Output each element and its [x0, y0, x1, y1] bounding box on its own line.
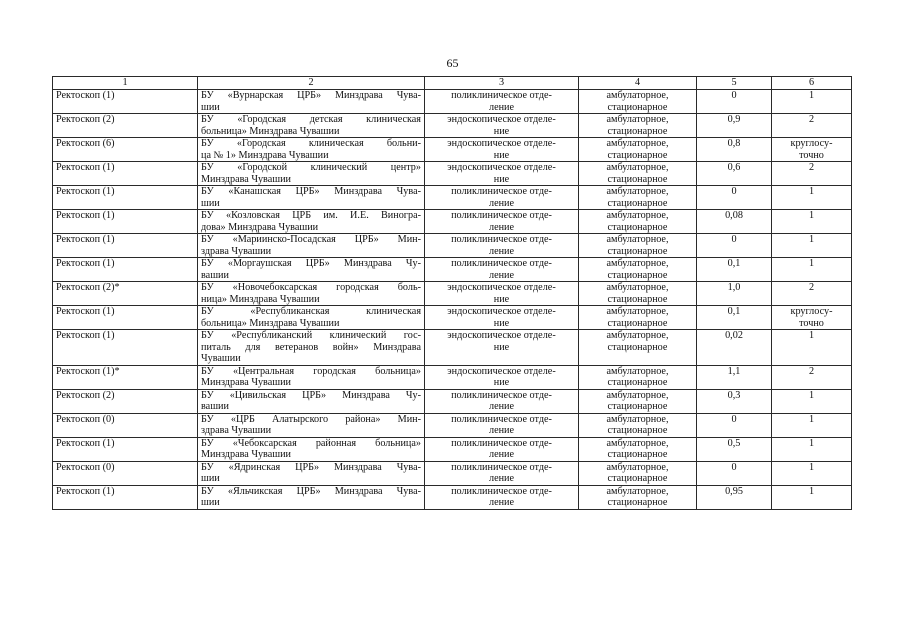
institution-cell [198, 437, 425, 461]
load-value-cell: 1,0 [697, 282, 772, 306]
equipment-cell: Ректоскоп (2) [53, 389, 198, 413]
table-row [53, 485, 852, 509]
care-type-cell-line: стационарное [607, 197, 668, 209]
load-value-cell: 0,08 [697, 210, 772, 234]
care-type-cell [579, 365, 697, 389]
department-cell-line: ние [493, 377, 510, 388]
load-value-cell: 0 [697, 186, 772, 210]
institution-cell [198, 282, 425, 306]
load-value-cell: 0 [697, 90, 772, 114]
institution-cell-line: БУ «Яльчикская ЦРБ» Минздрава Чува- [201, 485, 421, 497]
shift-cell [772, 389, 852, 413]
department-cell [425, 365, 579, 389]
care-type-cell-line: амбулаторное, [606, 138, 669, 149]
care-type-cell-line: стационарное [607, 317, 668, 329]
shift-cell-line: точно [799, 317, 824, 329]
institution-cell-line: БУ «Городской клинический центр» [201, 162, 421, 173]
department-cell [425, 461, 579, 485]
table-row [53, 306, 852, 330]
shift-cell [772, 138, 852, 162]
table-row [53, 186, 852, 210]
equipment-cell: Ректоскоп (1) [53, 162, 198, 186]
institution-cell [198, 389, 425, 413]
institution-cell-line: БУ «Городская детская клиническая [201, 114, 421, 125]
department-cell-line: поликлиническое отде- [451, 389, 552, 401]
department-cell-line: поликлиническое отде- [451, 485, 552, 497]
load-value-cell: 0,95 [697, 485, 772, 509]
care-type-cell-line: амбулаторное, [606, 282, 669, 293]
care-type-cell-line: амбулаторное, [606, 389, 669, 401]
table-row [53, 114, 852, 138]
care-type-cell-line: стационарное [607, 473, 668, 484]
care-type-cell-line: стационарное [607, 101, 668, 113]
institution-cell-line: Чувашии [201, 353, 241, 364]
load-value-cell: 0,5 [697, 437, 772, 461]
equipment-cell: Ректоскоп (1) [53, 258, 198, 282]
load-value-cell: 0,1 [697, 258, 772, 282]
column-number-cell: 5 [697, 77, 772, 90]
institution-cell-line: питаль для ветеранов войн» Минздрава [201, 341, 421, 353]
care-type-cell [579, 162, 697, 186]
table-row [53, 210, 852, 234]
institution-cell-line: Минздрава Чувашии [201, 377, 292, 388]
department-cell-line: поликлиническое отде- [451, 258, 552, 269]
shift-cell-line: 1 [808, 330, 815, 341]
care-type-cell-line: амбулаторное, [606, 306, 669, 317]
department-cell-line: ление [488, 245, 515, 257]
care-type-cell-line: амбулаторное, [606, 461, 669, 473]
care-type-cell-line: амбулаторное, [606, 258, 669, 269]
department-cell [425, 162, 579, 186]
department-cell-line: эндоскопическое отделе- [447, 330, 556, 341]
institution-cell [198, 330, 425, 366]
institution-cell-line: БУ «ЦРБ Алатырского района» Мин- [201, 413, 421, 425]
department-cell-line: ление [488, 473, 515, 484]
load-value-cell: 0,6 [697, 162, 772, 186]
shift-cell-line: точно [799, 149, 824, 161]
care-type-cell-line: стационарное [607, 125, 668, 137]
institution-cell [198, 210, 425, 234]
load-value-cell: 0,02 [697, 330, 772, 366]
shift-cell-line: 2 [808, 282, 815, 293]
care-type-cell-line: стационарное [607, 221, 668, 233]
care-type-cell [579, 210, 697, 234]
institution-cell [198, 162, 425, 186]
care-type-cell-line: стационарное [607, 449, 668, 460]
care-type-cell-line: стационарное [607, 245, 668, 257]
institution-cell-line: больница» Минздрава Чувашии [201, 125, 340, 137]
care-type-cell-line: стационарное [607, 149, 668, 161]
care-type-cell [579, 90, 697, 114]
care-type-cell-line: стационарное [607, 401, 668, 412]
department-cell-line: ние [493, 125, 510, 137]
institution-cell [198, 485, 425, 509]
care-type-cell [579, 138, 697, 162]
department-cell-line: ление [488, 221, 515, 233]
care-type-cell-line: стационарное [607, 425, 668, 436]
institution-cell [198, 234, 425, 258]
equipment-cell: Ректоскоп (0) [53, 413, 198, 437]
care-type-cell-line: амбулаторное, [606, 114, 669, 125]
table-row [53, 330, 852, 366]
care-type-cell [579, 389, 697, 413]
shift-cell-line: 1 [808, 437, 815, 449]
shift-cell-line: 1 [808, 461, 815, 473]
care-type-cell [579, 330, 697, 366]
department-cell-line: ление [488, 497, 515, 508]
department-cell-line: эндоскопическое отделе- [447, 162, 556, 173]
shift-cell [772, 461, 852, 485]
load-value-cell: 0 [697, 461, 772, 485]
column-number-cell: 1 [53, 77, 198, 90]
department-cell-line: эндоскопическое отделе- [447, 282, 556, 293]
institution-cell [198, 306, 425, 330]
care-type-cell-line: амбулаторное, [606, 437, 669, 449]
institution-cell-line: шии [201, 497, 220, 508]
institution-cell-line: вашии [201, 269, 229, 281]
care-type-cell [579, 437, 697, 461]
shift-cell [772, 234, 852, 258]
column-number-cell: 2 [198, 77, 425, 90]
care-type-cell-line: стационарное [607, 377, 668, 388]
shift-cell [772, 258, 852, 282]
table-row [53, 413, 852, 437]
table-row [53, 461, 852, 485]
load-value-cell: 0,3 [697, 389, 772, 413]
institution-cell-line: БУ «Вурнарская ЦРБ» Минздрава Чува- [201, 90, 421, 101]
shift-cell [772, 114, 852, 138]
table-row [53, 234, 852, 258]
institution-cell-line: больница» Минздрава Чувашии [201, 317, 340, 329]
institution-cell-line: здрава Чувашии [201, 245, 272, 257]
equipment-cell: Ректоскоп (1)* [53, 365, 198, 389]
table-row [53, 258, 852, 282]
column-number-row [53, 77, 852, 90]
care-type-cell-line: амбулаторное, [606, 234, 669, 245]
department-cell [425, 389, 579, 413]
care-type-cell-line: амбулаторное, [606, 413, 669, 425]
care-type-cell-line: стационарное [607, 341, 668, 353]
institution-cell [198, 90, 425, 114]
department-cell [425, 234, 579, 258]
department-cell-line: поликлиническое отде- [451, 234, 552, 245]
equipment-cell: Ректоскоп (0) [53, 461, 198, 485]
department-cell [425, 210, 579, 234]
department-cell [425, 485, 579, 509]
care-type-cell [579, 485, 697, 509]
department-cell-line: ление [488, 269, 515, 281]
shift-cell-line: 1 [808, 234, 815, 245]
shift-cell [772, 282, 852, 306]
institution-cell-line: ца № 1» Минздрава Чувашии [201, 149, 329, 161]
department-cell [425, 90, 579, 114]
care-type-cell [579, 282, 697, 306]
shift-cell [772, 210, 852, 234]
institution-cell [198, 461, 425, 485]
institution-cell-line: здрава Чувашии [201, 425, 272, 436]
department-cell [425, 186, 579, 210]
department-cell [425, 138, 579, 162]
department-cell-line: эндоскопическое отделе- [447, 138, 556, 149]
shift-cell-line: 1 [808, 210, 815, 221]
equipment-cell: Ректоскоп (1) [53, 485, 198, 509]
department-cell-line: ление [488, 197, 515, 209]
column-number-cell: 6 [772, 77, 852, 90]
department-cell [425, 114, 579, 138]
equipment-cell: Ректоскоп (1) [53, 234, 198, 258]
care-type-cell-line: стационарное [607, 497, 668, 508]
institution-cell-line: БУ «Республиканская клиническая [201, 306, 421, 317]
care-type-cell-line: стационарное [607, 293, 668, 305]
institution-cell-line: шии [201, 473, 220, 484]
department-cell-line: поликлиническое отде- [451, 461, 552, 473]
department-cell-line: поликлиническое отде- [451, 90, 552, 101]
care-type-cell [579, 234, 697, 258]
institution-cell [198, 138, 425, 162]
care-type-cell [579, 413, 697, 437]
institution-cell-line: дова» Минздрава Чувашии [201, 221, 319, 233]
equipment-cell: Ректоскоп (1) [53, 210, 198, 234]
institution-cell-line: БУ «Республиканский клинический гос- [201, 330, 421, 341]
load-value-cell: 1,1 [697, 365, 772, 389]
care-type-cell [579, 258, 697, 282]
department-cell-line: эндоскопическое отделе- [447, 114, 556, 125]
care-type-cell-line: амбулаторное, [606, 162, 669, 173]
department-cell-line: ние [493, 317, 510, 329]
department-cell [425, 413, 579, 437]
equipment-table [52, 76, 852, 510]
department-cell [425, 330, 579, 366]
table-row [53, 162, 852, 186]
shift-cell [772, 306, 852, 330]
equipment-cell: Ректоскоп (1) [53, 186, 198, 210]
institution-cell-line: БУ «Моргаушская ЦРБ» Минздрава Чу- [201, 258, 421, 269]
institution-cell-line: Минздрава Чувашии [201, 173, 292, 185]
institution-cell-line: Минздрава Чувашии [201, 449, 292, 460]
institution-cell-line: ница» Минздрава Чувашии [201, 293, 320, 305]
load-value-cell: 0,9 [697, 114, 772, 138]
institution-cell-line: БУ «Цивильская ЦРБ» Минздрава Чу- [201, 389, 421, 401]
department-cell [425, 282, 579, 306]
care-type-cell [579, 306, 697, 330]
table-row [53, 389, 852, 413]
institution-cell-line: вашии [201, 401, 229, 412]
care-type-cell [579, 114, 697, 138]
equipment-cell: Ректоскоп (6) [53, 138, 198, 162]
equipment-cell: Ректоскоп (2)* [53, 282, 198, 306]
department-cell-line: ние [493, 293, 510, 305]
table-row [53, 437, 852, 461]
table-row [53, 282, 852, 306]
institution-cell-line: БУ «Центральная городская больница» [201, 365, 421, 377]
institution-cell-line: БУ «Чебоксарская районная больница» [201, 437, 421, 449]
department-cell-line: эндоскопическое отделе- [447, 306, 556, 317]
department-cell-line: ление [488, 449, 515, 460]
department-cell [425, 437, 579, 461]
shift-cell [772, 485, 852, 509]
load-value-cell: 0 [697, 413, 772, 437]
shift-cell [772, 413, 852, 437]
care-type-cell-line: амбулаторное, [606, 186, 669, 197]
equipment-cell: Ректоскоп (1) [53, 90, 198, 114]
department-cell-line: эндоскопическое отделе- [447, 365, 556, 377]
department-cell-line: ление [488, 425, 515, 436]
institution-cell-line: БУ «Козловская ЦРБ им. И.Е. Виногра- [201, 210, 421, 221]
table-body [53, 77, 852, 510]
department-cell-line: поликлиническое отде- [451, 210, 552, 221]
department-cell-line: ление [488, 401, 515, 412]
shift-cell-line: круглосу- [790, 138, 833, 149]
department-cell-line: ние [493, 173, 510, 185]
department-cell-line: ние [493, 341, 510, 353]
shift-cell-line: 1 [808, 186, 815, 197]
care-type-cell-line: амбулаторное, [606, 90, 669, 101]
institution-cell [198, 114, 425, 138]
column-number-cell: 3 [425, 77, 579, 90]
institution-cell [198, 186, 425, 210]
care-type-cell-line: стационарное [607, 269, 668, 281]
department-cell-line: ние [493, 149, 510, 161]
load-value-cell: 0,1 [697, 306, 772, 330]
shift-cell [772, 437, 852, 461]
equipment-cell: Ректоскоп (1) [53, 437, 198, 461]
shift-cell-line: 1 [808, 90, 815, 101]
care-type-cell-line: амбулаторное, [606, 365, 669, 377]
equipment-cell: Ректоскоп (1) [53, 306, 198, 330]
shift-cell-line: 2 [808, 365, 815, 377]
shift-cell-line: круглосу- [790, 306, 833, 317]
shift-cell [772, 330, 852, 366]
institution-cell-line: БУ «Канашская ЦРБ» Минздрава Чува- [201, 186, 421, 197]
department-cell-line: поликлиническое отде- [451, 186, 552, 197]
institution-cell-line: БУ «Ядринская ЦРБ» Минздрава Чува- [201, 461, 421, 473]
shift-cell-line: 1 [808, 389, 815, 401]
institution-cell [198, 413, 425, 437]
care-type-cell-line: амбулаторное, [606, 210, 669, 221]
shift-cell [772, 90, 852, 114]
equipment-cell: Ректоскоп (1) [53, 330, 198, 366]
column-number-cell: 4 [579, 77, 697, 90]
shift-cell-line: 1 [808, 485, 815, 497]
care-type-cell-line: стационарное [607, 173, 668, 185]
equipment-cell: Ректоскоп (2) [53, 114, 198, 138]
shift-cell [772, 365, 852, 389]
shift-cell [772, 162, 852, 186]
institution-cell-line: шии [201, 101, 220, 113]
shift-cell-line: 2 [808, 114, 815, 125]
shift-cell-line: 1 [808, 413, 815, 425]
institution-cell [198, 258, 425, 282]
table-row [53, 138, 852, 162]
load-value-cell: 0 [697, 234, 772, 258]
institution-cell-line: БУ «Новочебоксарская городская боль- [201, 282, 421, 293]
care-type-cell-line: амбулаторное, [606, 330, 669, 341]
load-value-cell: 0,8 [697, 138, 772, 162]
institution-cell-line: БУ «Мариинско-Посадская ЦРБ» Мин- [201, 234, 421, 245]
care-type-cell [579, 461, 697, 485]
department-cell [425, 258, 579, 282]
care-type-cell-line: амбулаторное, [606, 485, 669, 497]
department-cell-line: поликлиническое отде- [451, 437, 552, 449]
department-cell-line: ление [488, 101, 515, 113]
page-number: 65 [446, 56, 459, 70]
shift-cell-line: 2 [808, 162, 815, 173]
department-cell-line: поликлиническое отде- [451, 413, 552, 425]
care-type-cell [579, 186, 697, 210]
institution-cell-line: шии [201, 197, 220, 209]
table-row [53, 90, 852, 114]
shift-cell-line: 1 [808, 258, 815, 269]
shift-cell [772, 186, 852, 210]
institution-cell-line: БУ «Городская клиническая больни- [201, 138, 421, 149]
table-row [53, 365, 852, 389]
department-cell [425, 306, 579, 330]
institution-cell [198, 365, 425, 389]
